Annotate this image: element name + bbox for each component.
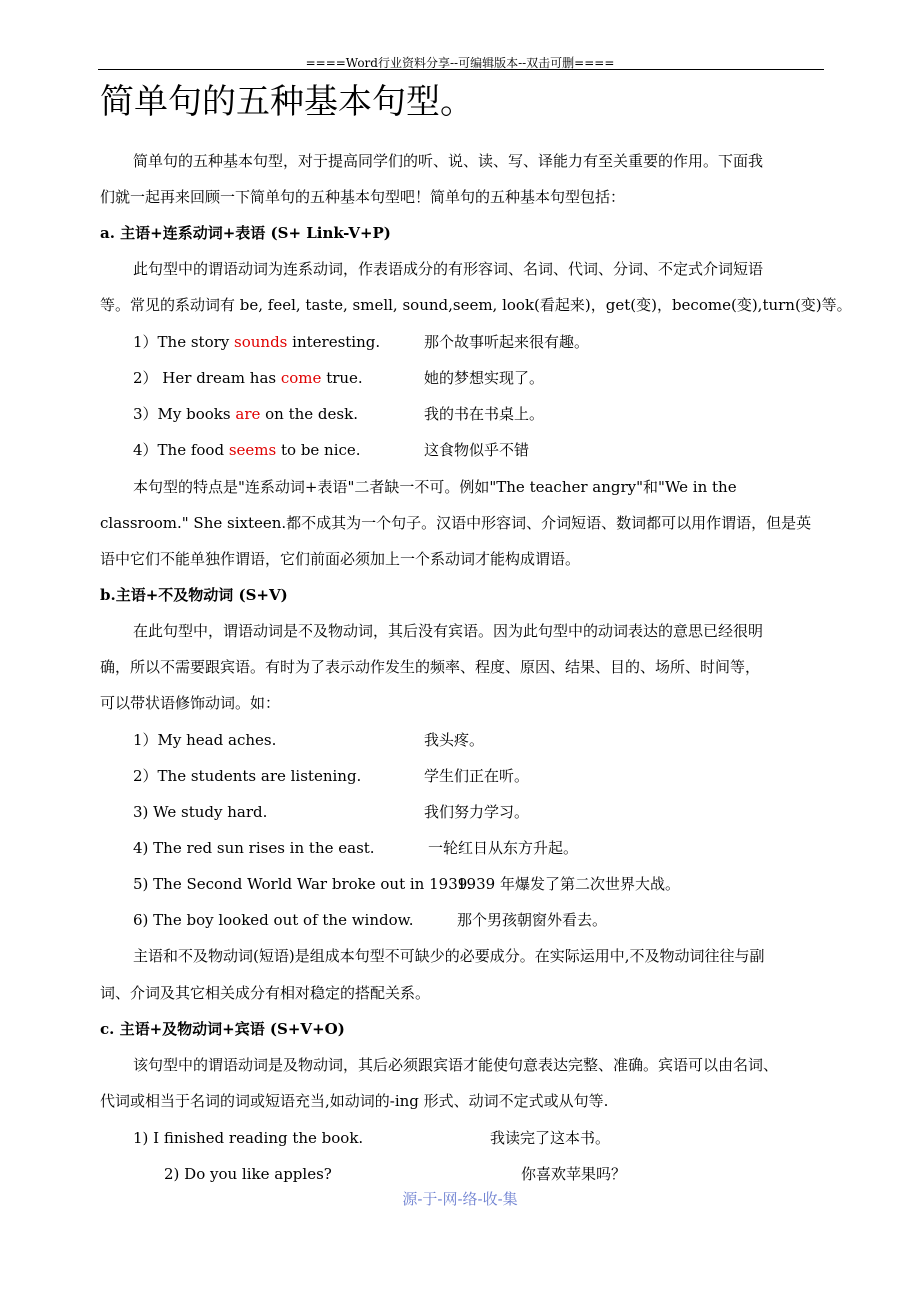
section-b-heading: b.主语+不及物动词 (S+V) — [100, 586, 288, 604]
section-c-translation-1: 我读完了这本书。 — [490, 1129, 611, 1147]
section-c-heading: c. 主语+及物动词+宾语 (S+V+O) — [100, 1020, 345, 1038]
section-a-translation-1: 那个故事听起来很有趣。 — [424, 333, 590, 351]
example-text: on the desk. — [260, 405, 358, 423]
section-b-translation-4: 一轮红日从东方升起。 — [428, 839, 579, 857]
section-c-desc-2: 代词或相当于名词的词或短语充当,如动词的-ing 形式、动词不定式或从句等. — [100, 1092, 609, 1110]
link-verb: come — [280, 369, 322, 387]
header-rule — [98, 69, 824, 70]
section-a-desc-2: 等。常见的系动词有 be, feel, taste, smell, sound,seem, look(看起来)，get(变)，become(变),turn(变)等。 — [100, 296, 852, 314]
example-text: true. — [321, 369, 363, 387]
example-text: 1）The story — [133, 333, 235, 351]
section-b-desc-1: 在此句型中，谓语动词是不及物动词，其后没有宾语。因为此句型中的动词表达的意思已经很明 — [133, 622, 764, 640]
section-b-example-5: 5) The Second World War broke out in 1939. — [133, 875, 473, 893]
section-b-translation-5: 1939 年爆发了第二次世界大战。 — [457, 875, 680, 893]
page-footer-source: 源-于-网-络-收-集 — [402, 1190, 518, 1208]
example-text: to be nice. — [276, 441, 361, 459]
page-header-banner: ====Word行业资料分享--可编辑版本--双击可删==== — [305, 56, 615, 70]
section-b-example-3: 3) We study hard. — [133, 803, 268, 821]
page-title: 简单句的五种基本句型。 — [100, 82, 474, 122]
link-verb: are — [235, 405, 261, 423]
section-a-desc-1: 此句型中的谓语动词为连系动词，作表语成分的有形容词、名词、代词、分词、不定式介词短语 — [133, 260, 764, 278]
section-b-translation-6: 那个男孩朝窗外看去。 — [457, 911, 608, 929]
section-b-example-4: 4) The red sun rises in the east. — [133, 839, 375, 857]
section-b-translation-2: 学生们正在听。 — [424, 767, 530, 785]
section-a-translation-4: 这食物似乎不错 — [424, 441, 530, 459]
section-b-example-1: 1）My head aches. — [133, 731, 277, 749]
section-a-note-2: classroom." She sixteen.都不成其为一个句子。汉语中形容词、介词短语、数词都可以用作谓语，但是英 — [100, 514, 812, 532]
section-c-translation-2: 你喜欢苹果吗？ — [521, 1165, 627, 1183]
section-a-example-2 — [133, 367, 363, 389]
section-b-desc-2: 确，所以不需要跟宾语。有时为了表示动作发生的频率、程度、原因、结果、目的、场所、时间等， — [100, 658, 761, 676]
section-a-note-1: 本句型的特点是"连系动词+表语"二者缺一不可。例如"The teacher angry"和"We in the — [133, 478, 737, 496]
section-c-example-2: 2) Do you like apples? — [164, 1165, 332, 1183]
section-c-example-1: 1) I finished reading the book. — [133, 1129, 364, 1147]
section-b-example-2: 2）The students are listening. — [133, 767, 362, 785]
section-a-translation-2: 她的梦想实现了。 — [424, 369, 545, 387]
section-b-translation-1: 我头疼。 — [424, 731, 485, 749]
section-b-desc-3: 可以带状语修饰动词。如： — [100, 694, 281, 712]
section-b-translation-3: 我们努力学习。 — [424, 803, 530, 821]
section-b-note-2: 词、介词及其它相关成分有相对稳定的搭配关系。 — [100, 984, 431, 1002]
section-a-note-3: 语中它们不能单独作谓语，它们前面必须加上一个系动词才能构成谓语。 — [100, 550, 581, 568]
section-b-note-1: 主语和不及物动词(短语)是组成本句型不可缺少的必要成分。在实际运用中,不及物动词往往与副 — [133, 947, 765, 965]
section-a-example-1 — [133, 331, 380, 353]
section-c-desc-1: 该句型中的谓语动词是及物动词，其后必须跟宾语才能使句意表达完整、准确。宾语可以由名词、 — [133, 1056, 779, 1074]
intro-line-2: 们就一起再来回顾一下简单句的五种基本句型吧！简单句的五种基本句型包括： — [100, 188, 626, 206]
example-text: 3）My books — [133, 405, 236, 423]
example-text: 2） Her dream has — [133, 369, 281, 387]
section-b-example-6: 6) The boy looked out of the window. — [133, 911, 414, 929]
intro-line-1: 简单句的五种基本句型，对于提高同学们的听、说、读、写、译能力有至关重要的作用。下面我 — [133, 152, 764, 170]
section-a-translation-3: 我的书在书桌上。 — [424, 405, 545, 423]
link-verb: sounds — [234, 333, 288, 351]
section-a-example-4 — [133, 439, 361, 461]
section-a-example-3 — [133, 403, 358, 425]
link-verb: seems — [228, 441, 277, 459]
example-text: interesting. — [287, 333, 381, 351]
example-text: 4）The food — [133, 441, 229, 459]
section-a-heading: a. 主语+连系动词+表语 (S+ Link-V+P) — [100, 224, 391, 242]
